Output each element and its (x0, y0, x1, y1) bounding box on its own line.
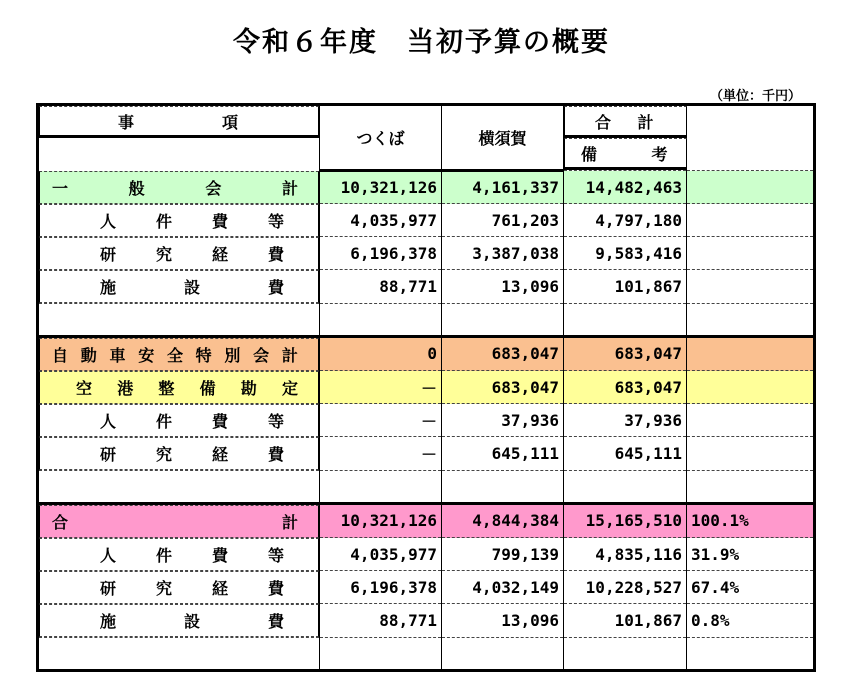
cell-note: 31.9% (687, 538, 815, 571)
header-total (564, 106, 687, 138)
row-item (39, 604, 319, 637)
item-char: 人 (100, 411, 117, 431)
empty-cell (442, 303, 564, 336)
table-row (38, 237, 815, 270)
cell-total: 101,867 (564, 604, 687, 638)
item-char: 費 (267, 244, 284, 264)
table-row (38, 503, 815, 538)
header-item-char: 項 (221, 112, 238, 132)
cell-yokosuka: 4,161,337 (442, 171, 564, 204)
row-item (39, 538, 319, 571)
table-row (38, 604, 815, 638)
row-item (39, 404, 319, 437)
cell-note (687, 404, 815, 437)
item-char: 計 (281, 512, 298, 532)
header-item-char: 事 (118, 112, 135, 132)
header-note-char: 備 (581, 144, 598, 164)
item-char: 費 (267, 277, 284, 297)
item-char: 空 (76, 378, 93, 398)
item-char: 究 (155, 444, 172, 464)
cell-tsukuba: 10,321,126 (320, 171, 442, 204)
cell-note (687, 371, 815, 404)
item-char: 研 (100, 444, 117, 464)
header-note-char: 考 (651, 144, 668, 164)
item-char: 計 (281, 345, 298, 365)
item-char: 件 (155, 411, 172, 431)
cell-total: 14,482,463 (564, 171, 687, 204)
cell-note (687, 237, 815, 270)
cell-note (687, 336, 815, 371)
cell-note (687, 437, 815, 471)
item-char: 動 (80, 345, 97, 365)
cell-total: 4,797,180 (564, 204, 687, 237)
cell-yokosuka: 683,047 (442, 336, 564, 371)
row-item (39, 237, 319, 270)
item-char: 経 (211, 244, 228, 264)
empty-cell (38, 470, 320, 503)
cell-yokosuka: 761,203 (442, 204, 564, 237)
empty-cell (320, 303, 442, 336)
cell-yokosuka: 683,047 (442, 371, 564, 404)
empty-cell (564, 470, 687, 503)
empty-cell (442, 637, 564, 670)
empty-cell (320, 470, 442, 503)
table-row (38, 538, 815, 571)
table-row (38, 571, 815, 604)
cell-note: 67.4% (687, 571, 815, 604)
item-char: 経 (211, 578, 228, 598)
header-tsukuba: つくば (320, 105, 442, 171)
empty-cell (320, 637, 442, 670)
empty-cell (687, 470, 815, 503)
row-item (39, 204, 319, 237)
table-row (38, 437, 815, 471)
item-char: 研 (100, 578, 117, 598)
item-char: 特 (195, 345, 212, 365)
table-row (38, 270, 815, 304)
item-char: 費 (211, 211, 228, 231)
cell-yokosuka: 13,096 (442, 604, 564, 638)
cell-tsukuba: 4,035,977 (320, 204, 442, 237)
item-char: 般 (128, 178, 145, 198)
empty-cell (687, 303, 815, 336)
budget-table (36, 103, 816, 672)
cell-tsukuba: 10,321,126 (320, 503, 442, 538)
empty-cell (564, 637, 687, 670)
cell-tsukuba: 6,196,378 (320, 571, 442, 604)
item-char: 件 (155, 211, 172, 231)
cell-note: 100.1% (687, 503, 815, 538)
table-row (38, 171, 815, 204)
item-char: 件 (155, 545, 172, 565)
item-char: 研 (100, 244, 117, 264)
cell-yokosuka: 4,844,384 (442, 503, 564, 538)
row-item (39, 338, 319, 371)
item-char: 費 (267, 611, 284, 631)
cell-yokosuka: 13,096 (442, 270, 564, 304)
cell-tsukuba: － (320, 371, 442, 404)
item-char: 究 (155, 578, 172, 598)
cell-note (687, 204, 815, 237)
empty-cell (687, 637, 815, 670)
cell-total: 683,047 (564, 336, 687, 371)
cell-note (687, 270, 815, 304)
header-note (564, 138, 687, 170)
row-item (39, 171, 319, 204)
table-row-empty (38, 470, 815, 503)
row-item (39, 571, 319, 604)
table-row (38, 336, 815, 371)
empty-cell (442, 470, 564, 503)
cell-tsukuba: － (320, 404, 442, 437)
item-char: 施 (100, 611, 117, 631)
empty-cell (38, 637, 320, 670)
item-char: 費 (211, 411, 228, 431)
item-char: 整 (158, 378, 175, 398)
row-item (39, 505, 319, 538)
cell-total: 683,047 (564, 371, 687, 404)
table-row (38, 371, 815, 404)
item-char: 費 (211, 545, 228, 565)
cell-tsukuba: － (320, 437, 442, 471)
table-row (38, 404, 815, 437)
item-char: 設 (183, 611, 200, 631)
row-item (39, 437, 319, 470)
item-char: 人 (100, 545, 117, 565)
item-char: 合 (52, 512, 69, 532)
item-char: 等 (267, 545, 284, 565)
header-total-char: 合 (595, 112, 612, 132)
item-char: 等 (267, 411, 284, 431)
item-char: 人 (100, 211, 117, 231)
cell-tsukuba: 88,771 (320, 604, 442, 638)
unit-label: （単位：千円） (709, 89, 801, 104)
table-header-row (38, 105, 815, 171)
item-char: 会 (253, 345, 270, 365)
item-char: 施 (100, 277, 117, 297)
item-char: 車 (109, 345, 126, 365)
cell-total: 9,583,416 (564, 237, 687, 270)
cell-total: 645,111 (564, 437, 687, 471)
item-char: 費 (267, 578, 284, 598)
cell-tsukuba: 88,771 (320, 270, 442, 304)
empty-cell (564, 303, 687, 336)
item-char: 備 (199, 378, 216, 398)
item-char: 安 (138, 345, 155, 365)
item-char: 設 (183, 277, 200, 297)
item-char: 勘 (240, 378, 257, 398)
table-row (38, 204, 815, 237)
cell-yokosuka: 645,111 (442, 437, 564, 471)
header-item (39, 106, 319, 138)
item-char: 等 (267, 211, 284, 231)
cell-tsukuba: 4,035,977 (320, 538, 442, 571)
cell-yokosuka: 3,387,038 (442, 237, 564, 270)
item-char: 港 (117, 378, 134, 398)
item-char: 会 (205, 178, 222, 198)
cell-yokosuka: 37,936 (442, 404, 564, 437)
cell-total: 37,936 (564, 404, 687, 437)
item-char: 全 (166, 345, 183, 365)
item-char: 究 (155, 244, 172, 264)
cell-note (687, 171, 815, 204)
cell-yokosuka: 4,032,149 (442, 571, 564, 604)
row-item (39, 270, 319, 303)
header-total-char: 計 (637, 112, 654, 132)
cell-total: 15,165,510 (564, 503, 687, 538)
empty-cell (38, 303, 320, 336)
table-row-empty (38, 303, 815, 336)
table-row-empty (38, 637, 815, 670)
item-char: 自 (52, 345, 69, 365)
cell-tsukuba: 0 (320, 336, 442, 371)
row-item (39, 371, 319, 404)
page-title: 令和６年度 当初予算の概要 (233, 27, 610, 58)
item-char: 一 (52, 178, 69, 198)
cell-total: 101,867 (564, 270, 687, 304)
item-char: 計 (281, 178, 298, 198)
item-char: 経 (211, 444, 228, 464)
cell-total: 10,228,527 (564, 571, 687, 604)
header-yokosuka: 横須賀 (442, 105, 564, 171)
item-char: 別 (224, 345, 241, 365)
item-char: 定 (281, 378, 298, 398)
cell-total: 4,835,116 (564, 538, 687, 571)
cell-tsukuba: 6,196,378 (320, 237, 442, 270)
item-char: 費 (267, 444, 284, 464)
cell-note: 0.8% (687, 604, 815, 638)
cell-yokosuka: 799,139 (442, 538, 564, 571)
